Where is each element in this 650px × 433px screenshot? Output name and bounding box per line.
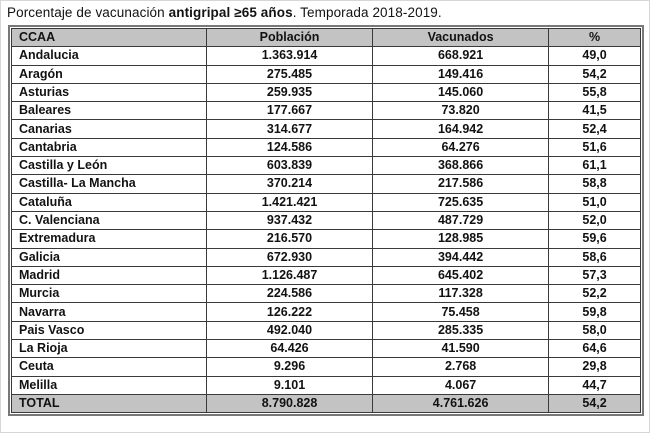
cell-percent: 57,3 — [549, 266, 641, 284]
cell-percent: 58,8 — [549, 175, 641, 193]
column-header-ccaa: CCAA — [12, 29, 207, 47]
cell-percent: 61,1 — [549, 157, 641, 175]
cell-percent: 54,2 — [549, 65, 641, 83]
cell-percent: 52,0 — [549, 211, 641, 229]
header-row — [12, 29, 641, 47]
cell-percent: 44,7 — [549, 376, 641, 394]
cell-ccaa: Andalucia — [12, 47, 207, 65]
cell-ccaa: Pais Vasco — [12, 321, 207, 339]
cell-vacunados: 725.635 — [373, 193, 549, 211]
total-percent: 54,2 — [549, 394, 641, 412]
cell-poblacion: 177.667 — [206, 102, 372, 120]
table-row — [12, 211, 641, 229]
cell-vacunados: 75.458 — [373, 303, 549, 321]
table-row — [12, 285, 641, 303]
cell-ccaa: Castilla- La Mancha — [12, 175, 207, 193]
cell-percent: 52,2 — [549, 285, 641, 303]
cell-vacunados: 668.921 — [373, 47, 549, 65]
cell-poblacion: 492.040 — [206, 321, 372, 339]
title-bold-segment: antigripal ≥65 años — [168, 5, 293, 20]
cell-vacunados: 394.442 — [373, 248, 549, 266]
cell-poblacion: 1.363.914 — [206, 47, 372, 65]
cell-vacunados: 145.060 — [373, 83, 549, 101]
cell-poblacion: 1.126.487 — [206, 266, 372, 284]
cell-ccaa: Murcia — [12, 285, 207, 303]
title-suffix: . Temporada 2018-2019. — [292, 5, 442, 20]
cell-ccaa: Navarra — [12, 303, 207, 321]
column-header-vacunados: Vacunados — [373, 29, 549, 47]
cell-poblacion: 9.296 — [206, 358, 372, 376]
cell-poblacion: 603.839 — [206, 157, 372, 175]
total-row — [12, 394, 641, 412]
cell-ccaa: Extremadura — [12, 230, 207, 248]
title-prefix: Porcentaje de vacunación — [7, 5, 169, 20]
cell-poblacion: 370.214 — [206, 175, 372, 193]
cell-vacunados: 4.067 — [373, 376, 549, 394]
cell-poblacion: 314.677 — [206, 120, 372, 138]
table-row — [12, 157, 641, 175]
cell-vacunados: 128.985 — [373, 230, 549, 248]
table-row — [12, 248, 641, 266]
cell-percent: 41,5 — [549, 102, 641, 120]
cell-ccaa: Asturias — [12, 83, 207, 101]
table-row — [12, 340, 641, 358]
cell-percent: 64,6 — [549, 340, 641, 358]
cell-percent: 52,4 — [549, 120, 641, 138]
total-label: TOTAL — [12, 394, 207, 412]
cell-percent: 51,6 — [549, 138, 641, 156]
cell-percent: 59,6 — [549, 230, 641, 248]
cell-vacunados: 285.335 — [373, 321, 549, 339]
table-row — [12, 230, 641, 248]
cell-ccaa: Cataluña — [12, 193, 207, 211]
table-row — [12, 193, 641, 211]
cell-poblacion: 126.222 — [206, 303, 372, 321]
cell-poblacion: 672.930 — [206, 248, 372, 266]
table-body — [12, 47, 641, 395]
cell-percent: 55,8 — [549, 83, 641, 101]
table-row — [12, 65, 641, 83]
cell-vacunados: 73.820 — [373, 102, 549, 120]
cell-vacunados: 64.276 — [373, 138, 549, 156]
table-row — [12, 83, 641, 101]
column-header-percent: % — [549, 29, 641, 47]
cell-ccaa: Madrid — [12, 266, 207, 284]
cell-ccaa: Canarias — [12, 120, 207, 138]
cell-vacunados: 217.586 — [373, 175, 549, 193]
cell-vacunados: 368.866 — [373, 157, 549, 175]
cell-poblacion: 124.586 — [206, 138, 372, 156]
cell-ccaa: Castilla y León — [12, 157, 207, 175]
cell-ccaa: Ceuta — [12, 358, 207, 376]
cell-percent: 51,0 — [549, 193, 641, 211]
table-row — [12, 303, 641, 321]
cell-poblacion: 259.935 — [206, 83, 372, 101]
table-row — [12, 376, 641, 394]
cell-vacunados: 487.729 — [373, 211, 549, 229]
cell-vacunados: 41.590 — [373, 340, 549, 358]
table-frame — [8, 25, 644, 416]
cell-percent: 58,0 — [549, 321, 641, 339]
page-title — [7, 5, 644, 20]
table-row — [12, 321, 641, 339]
cell-poblacion: 224.586 — [206, 285, 372, 303]
total-vacunados: 4.761.626 — [373, 394, 549, 412]
cell-ccaa: Galicia — [12, 248, 207, 266]
cell-vacunados: 164.942 — [373, 120, 549, 138]
table-row — [12, 358, 641, 376]
table-row — [12, 102, 641, 120]
cell-poblacion: 9.101 — [206, 376, 372, 394]
cell-vacunados: 117.328 — [373, 285, 549, 303]
cell-vacunados: 645.402 — [373, 266, 549, 284]
cell-percent: 59,8 — [549, 303, 641, 321]
table-row — [12, 266, 641, 284]
cell-percent: 49,0 — [549, 47, 641, 65]
cell-ccaa: Cantabria — [12, 138, 207, 156]
cell-vacunados: 2.768 — [373, 358, 549, 376]
cell-poblacion: 216.570 — [206, 230, 372, 248]
cell-percent: 58,6 — [549, 248, 641, 266]
vaccination-table — [11, 28, 641, 413]
cell-poblacion: 1.421.421 — [206, 193, 372, 211]
table-row — [12, 138, 641, 156]
column-header-poblacion: Población — [206, 29, 372, 47]
cell-poblacion: 275.485 — [206, 65, 372, 83]
cell-ccaa: Melilla — [12, 376, 207, 394]
table-row — [12, 47, 641, 65]
cell-ccaa: C. Valenciana — [12, 211, 207, 229]
cell-ccaa: Baleares — [12, 102, 207, 120]
table-row — [12, 120, 641, 138]
table-row — [12, 175, 641, 193]
cell-vacunados: 149.416 — [373, 65, 549, 83]
cell-poblacion: 937.432 — [206, 211, 372, 229]
cell-percent: 29,8 — [549, 358, 641, 376]
total-poblacion: 8.790.828 — [206, 394, 372, 412]
cell-ccaa: La Rioja — [12, 340, 207, 358]
cell-poblacion: 64.426 — [206, 340, 372, 358]
cell-ccaa: Aragón — [12, 65, 207, 83]
